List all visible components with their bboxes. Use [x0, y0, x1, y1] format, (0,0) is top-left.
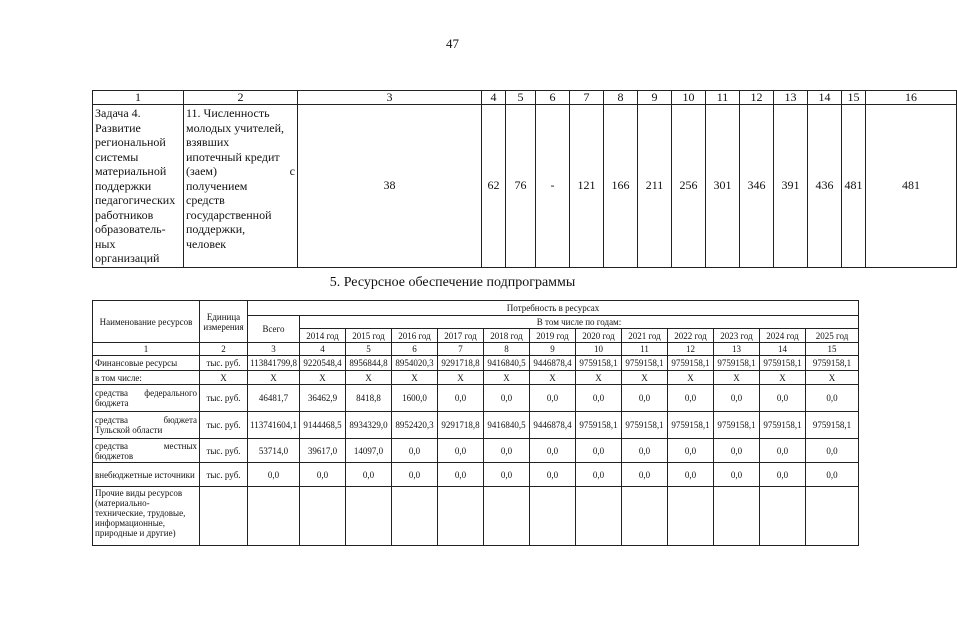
column-number: 3: [248, 343, 300, 356]
resource-value: 0,0: [760, 439, 806, 463]
resource-name: средства федерального бюджета: [93, 385, 200, 412]
task-line: образователь-: [95, 222, 166, 236]
resource-value: 0,0: [714, 439, 760, 463]
resource-name: [93, 487, 200, 546]
task-line: материальной: [95, 164, 167, 178]
header-cell: 12: [740, 91, 774, 105]
resource-value: Х: [622, 371, 668, 385]
resource-value: 0,0: [806, 463, 859, 487]
resource-value: 0,0: [760, 463, 806, 487]
value-cell: 256: [672, 105, 706, 268]
task-line: педагогических: [95, 193, 176, 207]
resource-value: 0,0: [530, 439, 576, 463]
resource-name-line: Прочие виды ресурсов: [95, 488, 183, 498]
resource-value: 9759158,1: [576, 356, 622, 371]
year-header: 2016 год: [392, 329, 438, 343]
resource-value: 0,0: [346, 463, 392, 487]
resource-name: средства бюджета Тульской области: [93, 412, 200, 439]
year-header: 2022 год: [668, 329, 714, 343]
resource-value: 9144468,5: [300, 412, 346, 439]
empty-cell: [622, 487, 668, 546]
resource-value: Х: [438, 371, 484, 385]
column-number: 14: [760, 343, 806, 356]
resource-unit: тыс. руб.: [200, 463, 248, 487]
value-cell: 481: [866, 105, 957, 268]
resource-value: 0,0: [668, 385, 714, 412]
value-cell: 76: [506, 105, 536, 268]
header-cell: 6: [536, 91, 570, 105]
resource-value: 113841799,8: [248, 356, 300, 371]
task-line: системы: [95, 149, 139, 164]
resource-value: 0,0: [392, 439, 438, 463]
resource-value: 9759158,1: [714, 412, 760, 439]
indicator-line: поддержки,: [186, 222, 246, 236]
header-cell: 10: [672, 91, 706, 105]
empty-cell: [200, 487, 248, 546]
resource-unit: тыс. руб.: [200, 356, 248, 371]
value-cell: 301: [706, 105, 740, 268]
empty-cell: [668, 487, 714, 546]
col-name-header: Наименование ресурсов: [93, 301, 200, 343]
header-cell: 11: [706, 91, 740, 105]
indicator-table-row: [93, 105, 957, 268]
task-line: ных: [95, 236, 116, 251]
empty-cell: [576, 487, 622, 546]
resource-value: 113741604,1: [248, 412, 300, 439]
value-cell: -: [536, 105, 570, 268]
header-cell: 8: [604, 91, 638, 105]
col-unit-header: Единица измерения: [200, 301, 248, 343]
resource-value: Х: [668, 371, 714, 385]
resource-value: 0,0: [392, 463, 438, 487]
indicator-line: молодых учителей,: [186, 120, 285, 135]
column-number: 13: [714, 343, 760, 356]
year-header: 2020 год: [576, 329, 622, 343]
resource-row: [93, 439, 859, 463]
task-line: поддержки: [95, 178, 152, 193]
resource-value: Х: [760, 371, 806, 385]
column-number: 9: [530, 343, 576, 356]
resource-row: [93, 385, 859, 412]
header-cell: 13: [774, 91, 808, 105]
resource-value: 0,0: [760, 385, 806, 412]
resource-value: 0,0: [714, 385, 760, 412]
resource-row: [93, 371, 859, 385]
task-line: организаций: [95, 251, 160, 265]
empty-cell: [248, 487, 300, 546]
resource-value: 0,0: [668, 463, 714, 487]
year-header: 2023 год: [714, 329, 760, 343]
resource-name-line: информационные,: [95, 518, 166, 528]
resource-value: 8956844,8: [346, 356, 392, 371]
column-number: 6: [392, 343, 438, 356]
column-number: 2: [200, 343, 248, 356]
resource-value: 14097,0: [346, 439, 392, 463]
resource-value: Х: [392, 371, 438, 385]
resource-value: Х: [248, 371, 300, 385]
resource-value: 0,0: [668, 439, 714, 463]
value-cell: 166: [604, 105, 638, 268]
column-number: 12: [668, 343, 714, 356]
resource-value: Х: [714, 371, 760, 385]
resource-value: 9759158,1: [760, 356, 806, 371]
col-by-years-header: В том числе по годам:: [300, 316, 859, 329]
resource-value: 8418,8: [346, 385, 392, 412]
resource-value: 0,0: [530, 463, 576, 487]
empty-cell: [806, 487, 859, 546]
resource-value: Х: [806, 371, 859, 385]
resource-value: 0,0: [806, 385, 859, 412]
resource-value: 8954020,3: [392, 356, 438, 371]
resource-value: 8952420,3: [392, 412, 438, 439]
resource-name: Финансовые ресурсы: [93, 356, 200, 371]
indicator-line: получением: [186, 178, 248, 193]
resource-value: Х: [530, 371, 576, 385]
header-cell: 15: [842, 91, 866, 105]
column-number: 8: [484, 343, 530, 356]
indicator-line: (заем) с: [186, 164, 295, 178]
resource-value: 0,0: [622, 463, 668, 487]
resource-name: внебюджетные источники: [93, 463, 200, 487]
resource-value: 39617,0: [300, 439, 346, 463]
column-number: 10: [576, 343, 622, 356]
resource-value: 0,0: [806, 439, 859, 463]
resource-value: 0,0: [622, 439, 668, 463]
resource-value: 0,0: [300, 463, 346, 487]
task-line: Развитие: [95, 120, 141, 135]
resource-value: 8934329,0: [346, 412, 392, 439]
resource-value: 0,0: [484, 385, 530, 412]
resource-value: 0,0: [530, 385, 576, 412]
indicator-cell: [184, 105, 298, 268]
header-cell: 16: [866, 91, 957, 105]
value-cell: 62: [482, 105, 506, 268]
section-title: 5. Ресурсное обеспечение подпрограммы: [329, 275, 576, 290]
resource-value: 46481,7: [248, 385, 300, 412]
resource-unit: тыс. руб.: [200, 439, 248, 463]
resource-value: 0,0: [248, 463, 300, 487]
year-header: 2018 год: [484, 329, 530, 343]
resource-value: Х: [484, 371, 530, 385]
year-header: 2014 год: [300, 329, 346, 343]
resource-value: Х: [300, 371, 346, 385]
column-number: 11: [622, 343, 668, 356]
indicator-table-header-row: [93, 91, 957, 105]
header-cell: 5: [506, 91, 536, 105]
value-cell: 481: [842, 105, 866, 268]
column-number: 1: [93, 343, 200, 356]
year-header: 2015 год: [346, 329, 392, 343]
header-cell: 9: [638, 91, 672, 105]
resource-value: 0,0: [576, 439, 622, 463]
task-line: региональной: [95, 135, 166, 149]
header-cell: 1: [93, 91, 184, 105]
resource-name-line: (материально-: [95, 498, 150, 508]
empty-cell: [760, 487, 806, 546]
year-header: 2025 год: [806, 329, 859, 343]
resource-name-line: технические, трудовые,: [95, 508, 186, 518]
year-header: 2019 год: [530, 329, 576, 343]
value-cell: 346: [740, 105, 774, 268]
task-line: Задача 4.: [95, 106, 141, 120]
resource-name: в том числе:: [93, 371, 200, 385]
resource-value: 0,0: [576, 463, 622, 487]
resource-table-numbers-row: [93, 343, 859, 356]
resource-value: 9759158,1: [622, 356, 668, 371]
resource-value: 1600,0: [392, 385, 438, 412]
empty-cell: [300, 487, 346, 546]
column-number: 15: [806, 343, 859, 356]
resource-table-header-row-1: [93, 301, 859, 316]
resource-value: 0,0: [484, 439, 530, 463]
indicator-line: ипотечный кредит: [186, 149, 280, 164]
column-number: 5: [346, 343, 392, 356]
resource-value: 9416840,5: [484, 412, 530, 439]
resource-table: [92, 300, 859, 546]
header-cell: 2: [184, 91, 298, 105]
resource-name-line: природные и другие): [95, 528, 176, 538]
header-cell: 7: [570, 91, 604, 105]
resource-value: 9759158,1: [806, 412, 859, 439]
resource-value: 9220548,4: [300, 356, 346, 371]
header-cell: 14: [808, 91, 842, 105]
resource-row: [93, 356, 859, 371]
empty-cell: [484, 487, 530, 546]
header-cell: 3: [298, 91, 482, 105]
resource-value: 36462,9: [300, 385, 346, 412]
resource-row: [93, 463, 859, 487]
year-header: 2021 год: [622, 329, 668, 343]
year-header: 2024 год: [760, 329, 806, 343]
resource-value: 9291718,8: [438, 356, 484, 371]
empty-cell: [438, 487, 484, 546]
resource-value: 0,0: [438, 439, 484, 463]
indicator-line: 11. Численность: [186, 106, 270, 120]
value-cell: 38: [298, 105, 482, 268]
resource-value: Х: [346, 371, 392, 385]
resource-value: 9759158,1: [668, 356, 714, 371]
resource-value: Х: [576, 371, 622, 385]
indicator-line: взявших: [186, 135, 230, 149]
task-line: работников: [95, 207, 154, 222]
resource-value: 9446878,4: [530, 412, 576, 439]
indicator-line: средств: [186, 193, 225, 207]
resource-value: 9446878,4: [530, 356, 576, 371]
col-need-header: Потребность в ресурсах: [248, 301, 859, 316]
indicator-line: государственной: [186, 207, 272, 222]
resource-value: 9759158,1: [576, 412, 622, 439]
empty-cell: [346, 487, 392, 546]
resource-row-other: [93, 487, 859, 546]
resource-value: 9291718,8: [438, 412, 484, 439]
indicator-table: [92, 90, 957, 268]
resource-value: 0,0: [622, 385, 668, 412]
resource-row: [93, 412, 859, 439]
resource-name: средства местных бюджетов: [93, 439, 200, 463]
value-cell: 391: [774, 105, 808, 268]
resource-unit: тыс. руб.: [200, 385, 248, 412]
column-number: 4: [300, 343, 346, 356]
resource-value: 53714,0: [248, 439, 300, 463]
column-number: 7: [438, 343, 484, 356]
task-cell: [93, 105, 184, 268]
value-cell: 211: [638, 105, 672, 268]
value-cell: 121: [570, 105, 604, 268]
resource-value: 9759158,1: [622, 412, 668, 439]
resource-value: 9759158,1: [760, 412, 806, 439]
resource-value: 0,0: [484, 463, 530, 487]
header-cell: 4: [482, 91, 506, 105]
resource-value: 0,0: [714, 463, 760, 487]
resource-value: 9759158,1: [806, 356, 859, 371]
empty-cell: [714, 487, 760, 546]
resource-value: 0,0: [438, 463, 484, 487]
resource-unit: Х: [200, 371, 248, 385]
value-cell: 436: [808, 105, 842, 268]
empty-cell: [392, 487, 438, 546]
resource-value: 0,0: [438, 385, 484, 412]
resource-value: 0,0: [576, 385, 622, 412]
year-header: 2017 год: [438, 329, 484, 343]
indicator-line: человек: [186, 236, 227, 251]
resource-value: 9759158,1: [714, 356, 760, 371]
resource-value: 9759158,1: [668, 412, 714, 439]
resource-value: 9416840,5: [484, 356, 530, 371]
empty-cell: [530, 487, 576, 546]
resource-unit: тыс. руб.: [200, 412, 248, 439]
col-total-header: Всего: [248, 316, 300, 343]
page-number: 47: [446, 36, 459, 51]
